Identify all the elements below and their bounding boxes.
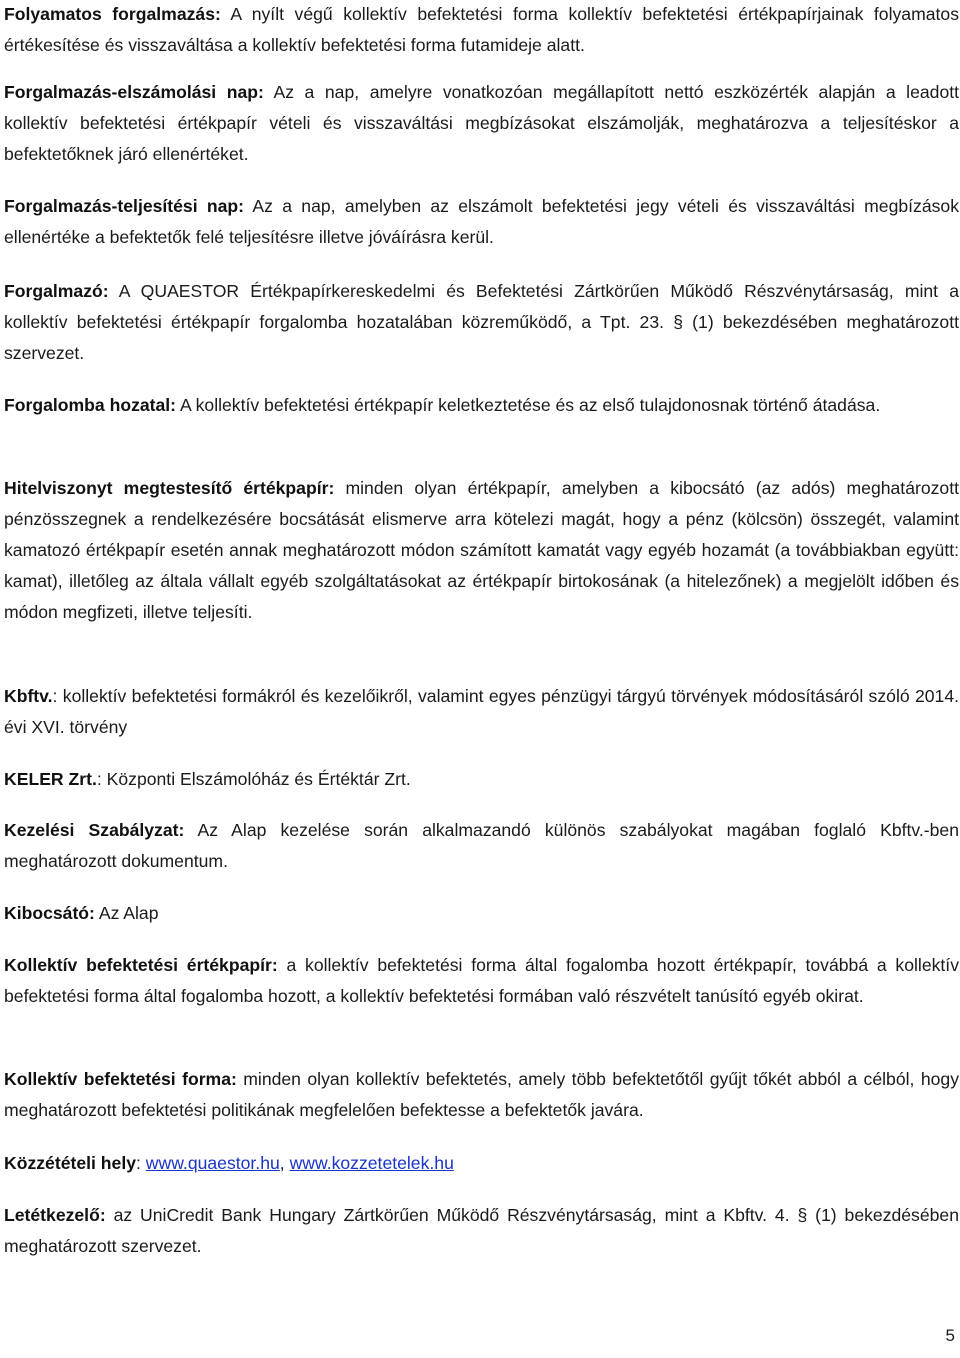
term: KELER Zrt. <box>4 769 97 789</box>
term: Forgalmazás-elszámolási nap: <box>4 82 264 102</box>
definition-keler-zrt <box>4 764 959 795</box>
term: Forgalmazás-teljesítési nap: <box>4 196 245 216</box>
definition-kollektiv-befektetesi-forma <box>4 1064 959 1126</box>
definition-kollektiv-befektetesi-ertekpapir <box>4 950 959 1012</box>
definition-text: a kollektív befektetési forma által fogalomba hozott értékpapír, továbbá a kollektív befektetési forma által fogalomba hozott, a kollektív befektetési formában való részvételt tanúsító egyéb okirat. <box>4 955 959 1006</box>
definition-text: Az Alap <box>94 903 159 923</box>
definition-letetkezelo <box>4 1200 959 1262</box>
definition-kibocsato <box>4 898 959 929</box>
term: Letétkezelő: <box>4 1205 106 1225</box>
term: Folyamatos forgalmazás: <box>4 4 221 24</box>
definition-text: A nyílt végű kollektív befektetési forma kollektív befektetési értékpapírjainak folyamatos értékesítése és visszaváltása a kollektív befektetési forma futamideje alatt. <box>4 4 959 55</box>
kozzetetelek-link[interactable]: www.kozzetetelek.hu <box>289 1153 454 1173</box>
page-number: 5 <box>945 1326 955 1345</box>
definition-text: : Központi Elszámolóház és Értéktár Zrt. <box>96 769 411 789</box>
definition-kezelesi-szabalyzat <box>4 815 959 877</box>
definition-forgalmazas-elszamolasi-nap <box>4 77 959 170</box>
definition-folyamatos-forgalmazas <box>4 0 959 61</box>
definition-text: Az a nap, amelyben az elszámolt befektetési jegy vételi és visszaváltási megbízások ellenértéke a befektetők felé teljesítésre illetve jóváírásra kerül. <box>4 196 959 247</box>
definition-text: minden olyan kollektív befektetés, amely több befektetőtől gyűjt tőkét abból a célból, hogy meghatározott befektetési politikának megfelelően befektesse a befektetők javára. <box>4 1069 959 1120</box>
definition-text: A QUAESTOR Értékpapírkereskedelmi és Befektetési Zártkörűen Működő Részvénytársaság, mint a kollektív befektetési értékpapír forgalomba hozatalában közreműködő, a Tpt. 23. § (1) bekezdésében meghatározott szervezet. <box>4 281 959 363</box>
definition-kozzeteteli-hely <box>4 1148 959 1179</box>
definition-kbftv <box>4 681 959 743</box>
term: Kollektív befektetési forma: <box>4 1069 237 1089</box>
link-separator: , <box>279 1153 290 1173</box>
term: Közzétételi hely <box>4 1153 136 1173</box>
definition-text: Az Alap kezelése során alkalmazandó különös szabályokat magában foglaló Kbftv.-ben meghatározott dokumentum. <box>4 820 959 871</box>
definition-forgalmazo <box>4 276 959 369</box>
quaestor-link[interactable]: www.quaestor.hu <box>145 1153 280 1173</box>
term: Hitelviszonyt megtestesítő értékpapír: <box>4 478 335 498</box>
definition-text: : <box>136 1153 146 1173</box>
definition-hitelviszonyt-megtestesito-ertekpapir <box>4 473 959 628</box>
definition-forgalomba-hozatal <box>4 390 959 421</box>
definition-text: : kollektív befektetési formákról és kezelőikről, valamint egyes pénzügyi tárgyú törvények módosításáról szóló 2014. évi XVI. törvény <box>4 686 959 737</box>
term: Kollektív befektetési értékpapír: <box>4 955 278 975</box>
term: Forgalomba hozatal: <box>4 395 177 415</box>
definition-text: az UniCredit Bank Hungary Zártkörűen Működő Részvénytársaság, mint a Kbftv. 4. § (1) bekezdésében meghatározott szervezet. <box>4 1205 959 1256</box>
term: Kbftv. <box>4 686 53 706</box>
definition-text: minden olyan értékpapír, amelyben a kibocsátó (az adós) meghatározott pénzösszegnek a rendelkezésére bocsátását elismerve arra kötelezi magát, hogy a pénz (kölcsön) összegét, valamint kamatozó értékpapír esetén annak meghatározott módon számított kamatát vagy egyéb hozamát (a továbbiakban együtt: kamat), illetőleg az általa vállalt egyéb szolgáltatásokat az értékpapír birtokosának (a hitelezőnek) a megjelölt időben és módon megfizeti, illetve teljesíti. <box>4 478 959 622</box>
term: Kezelési Szabályzat: <box>4 820 185 840</box>
term: Kibocsátó: <box>4 903 95 923</box>
term: Forgalmazó: <box>4 281 109 301</box>
definition-text: A kollektív befektetési értékpapír keletkeztetése és az első tulajdonosnak történő átadása. <box>176 395 881 415</box>
definition-forgalmazas-teljesitesi-nap <box>4 191 959 253</box>
definition-text: Az a nap, amelyre vonatkozóan megállapított nettó eszközérték alapján a leadott kollektív befektetési értékpapír vételi és visszaváltási megbízásokat elszámolják, meghatározva a teljesítéskor a befektetőknek járó ellenértéket. <box>4 82 960 164</box>
